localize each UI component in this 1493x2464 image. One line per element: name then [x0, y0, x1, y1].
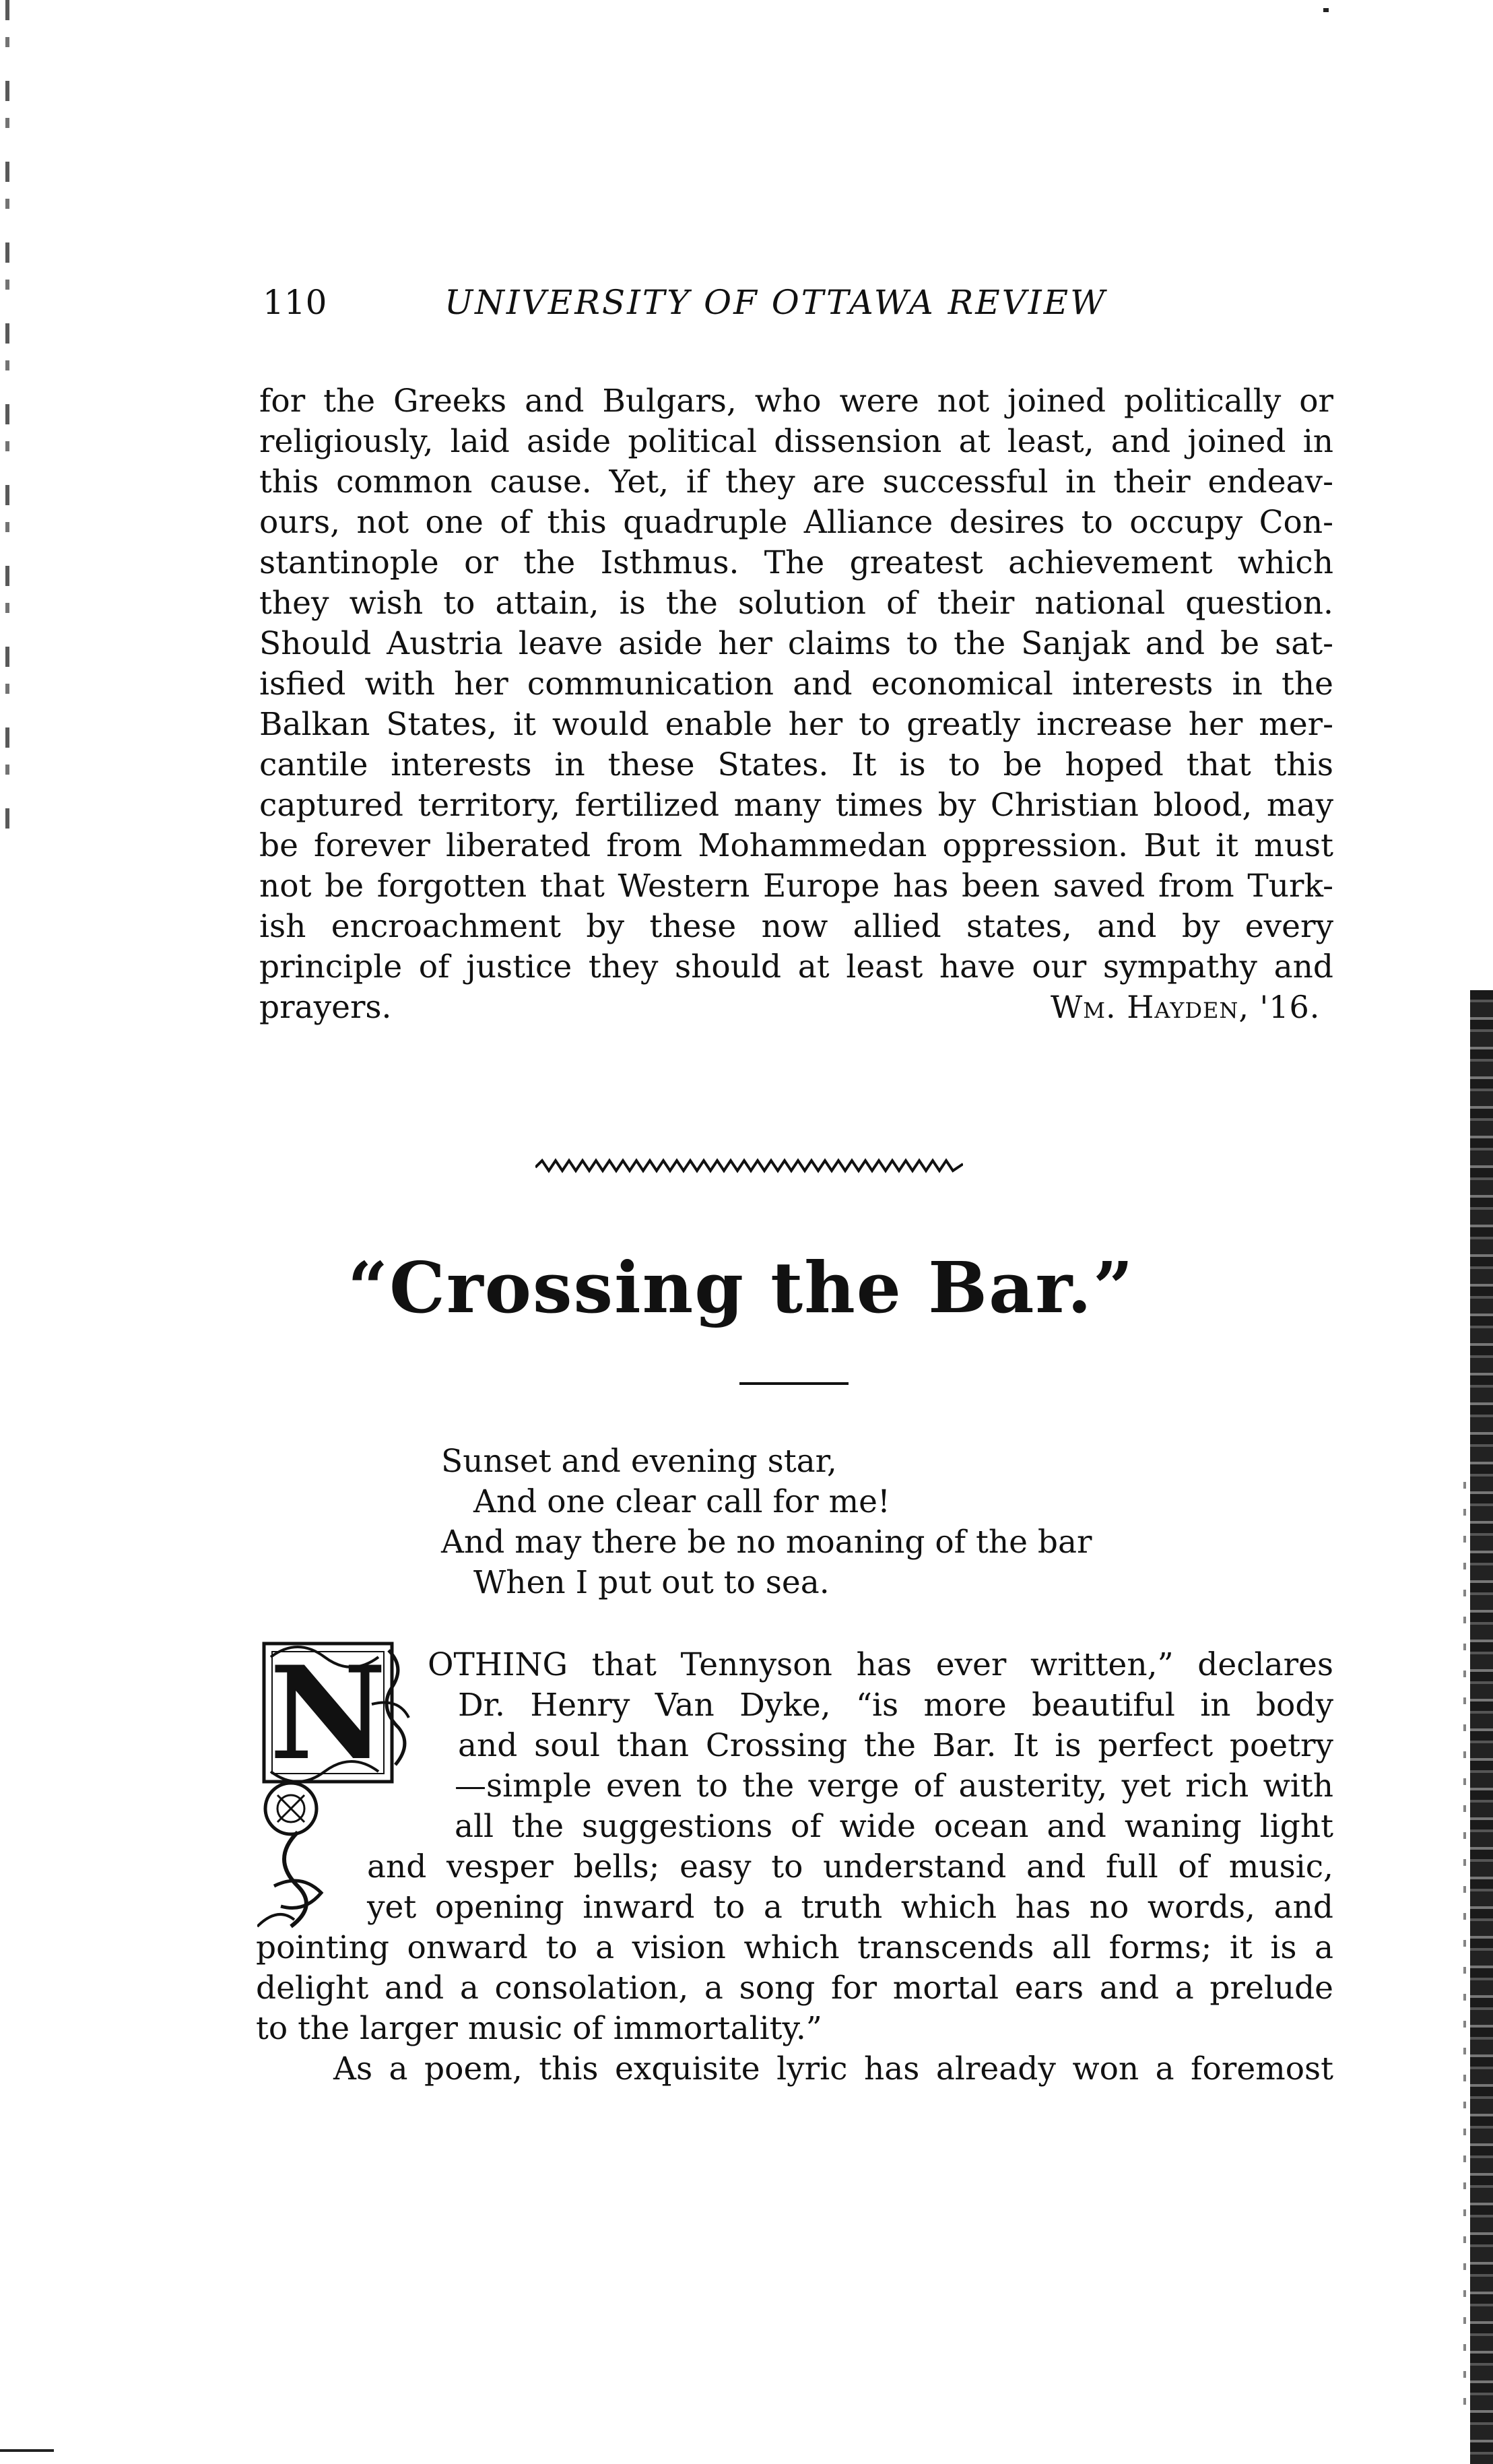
section-divider-ornament: [535, 1157, 963, 1177]
paragraph-line: ish encroachment by these now allied states, and by every: [259, 908, 1333, 945]
poem-line: And may there be no moaning of the bar: [441, 1524, 1092, 1561]
poem-line: And one clear call for me!: [473, 1483, 890, 1520]
paragraph-line: and soul than Crossing the Bar. It is perfect poetry: [458, 1727, 1333, 1764]
title-rule: [739, 1382, 849, 1385]
scan-mark-bottom-left: [0, 2449, 54, 2452]
paragraph-line: principle of justice they should at least have our sympathy and: [259, 948, 1333, 985]
paragraph-line: cantile interests in these States. It is to be hoped that this: [259, 746, 1333, 783]
paragraph-line: —simple even to the verge of austerity, yet rich with: [455, 1768, 1333, 1805]
poem-line: Sunset and evening star,: [441, 1443, 837, 1480]
paragraph-line: religiously, laid aside political dissension at least, and joined in: [259, 423, 1333, 460]
paragraph-line: captured territory, fertilized many times by Christian blood, may: [259, 787, 1333, 824]
paragraph-line: Dr. Henry Van Dyke, “is more beautiful in body: [458, 1687, 1333, 1724]
paragraph-line: and vesper bells; easy to understand and full of music,: [367, 1848, 1333, 1885]
paragraph-line: be forever liberated from Mohammedan oppression. But it must: [259, 827, 1333, 864]
paragraph-line: As a poem, this exquisite lyric has already won a foremost: [333, 2050, 1333, 2087]
paragraph-line: ours, not one of this quadruple Alliance desires to occupy Con-: [259, 504, 1333, 541]
scan-edge-right-inner: [1463, 1482, 1466, 2425]
paragraph-line: to the larger music of immortality.”: [256, 2010, 822, 2047]
author-signature: Wm. Hayden, '16.: [1051, 989, 1321, 1025]
poem-line: When I put out to sea.: [473, 1564, 830, 1601]
running-header: [263, 283, 1205, 330]
paragraph-line: delight and a consolation, a song for mortal ears and a prelude: [256, 1970, 1333, 2007]
poem-stanza: [441, 1441, 1092, 1603]
paragraph-line: isfied with her communication and economical interests in the: [259, 666, 1333, 703]
page-number: 110: [263, 283, 327, 322]
paragraph-line: this common cause. Yet, if they are successful in their endeav-: [259, 463, 1333, 500]
journal-title: UNIVERSITY OF OTTAWA REVIEW: [444, 283, 1107, 322]
scan-edge-left: [5, 0, 9, 842]
paragraph-line: for the Greeks and Bulgars, who were not joined politically or: [259, 383, 1333, 420]
paragraph-line: yet opening inward to a truth which has no words, and: [367, 1889, 1333, 1926]
paragraph-line: stantinople or the Isthmus. The greatest achievement which: [259, 544, 1333, 581]
paragraph-line: Should Austria leave aside her claims to the Sanjak and be sat-: [259, 625, 1333, 662]
scan-edge-right: [1470, 990, 1493, 2464]
paragraph-line: prayers.: [259, 989, 392, 1026]
article-title: “Crossing the Bar.”: [347, 1246, 1135, 1329]
scan-mark-top: [1323, 8, 1329, 12]
dropcap-letter: N: [269, 1638, 387, 1788]
paragraph-line: they wish to attain, is the solution of their national question.: [259, 585, 1333, 622]
paragraph-line: Balkan States, it would enable her to greatly increase her mer-: [259, 706, 1333, 743]
paragraph-line: not be forgotten that Western Europe has been saved from Turk-: [259, 868, 1333, 905]
paragraph-line: all the suggestions of wide ocean and waning light: [455, 1808, 1333, 1845]
paragraph-line: pointing onward to a vision which transcends all forms; it is a: [256, 1929, 1333, 1966]
paragraph-line: OTHING that Tennyson has ever written,” declares: [428, 1646, 1333, 1683]
